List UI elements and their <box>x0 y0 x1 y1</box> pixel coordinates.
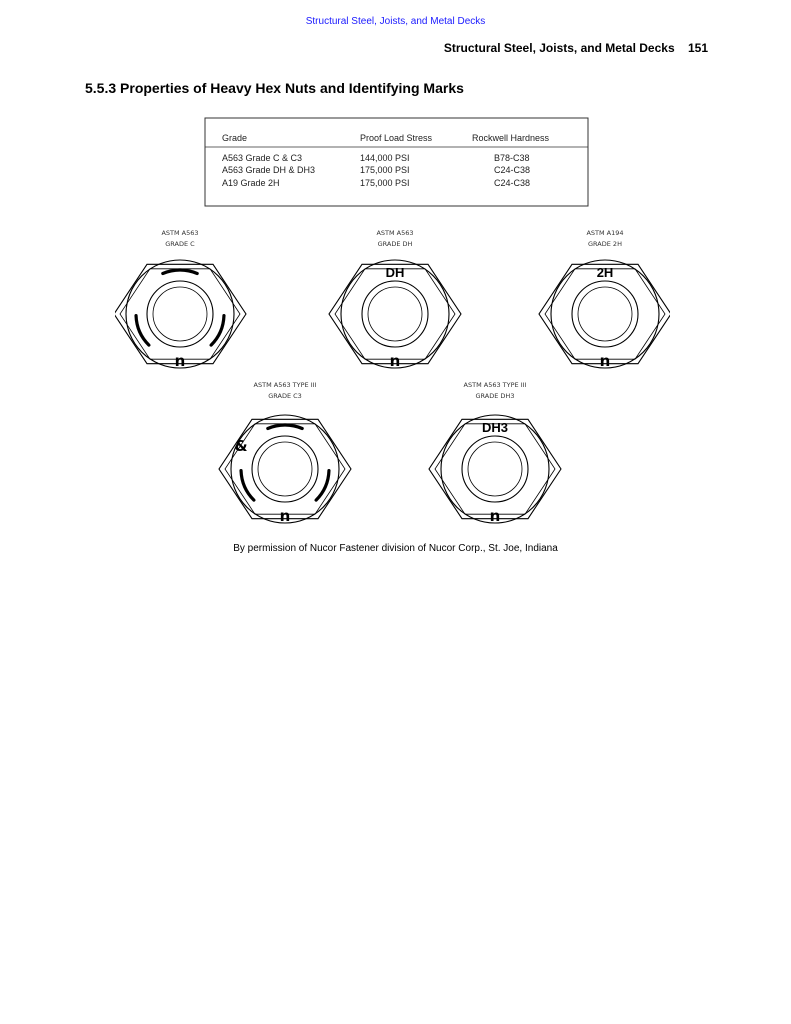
grade-mark-arc <box>268 425 302 428</box>
bore-outer <box>462 436 528 502</box>
properties-table <box>205 118 588 206</box>
bore-outer <box>572 281 638 347</box>
hex-chamfer <box>120 269 240 359</box>
hex-nut <box>115 229 246 370</box>
weathering-mark: & <box>234 437 248 455</box>
manufacturer-mark: n <box>174 352 186 370</box>
grade-mark-text: DH <box>385 265 405 280</box>
nut-grade-label: GRADE C <box>165 240 195 248</box>
running-header <box>444 41 708 55</box>
grade-mark-text: DH3 <box>481 420 509 435</box>
hex-chamfer <box>335 269 455 359</box>
bore-inner <box>578 287 632 341</box>
grade-mark-text: 2H <box>596 265 614 280</box>
bore-inner <box>153 287 207 341</box>
hex-nut <box>429 381 561 525</box>
section-title: 5.5.3 Properties of Heavy Hex Nuts and Identifying Marks <box>85 80 464 96</box>
table-cell: C24-C38 <box>494 165 531 175</box>
hex-chamfer <box>545 269 665 359</box>
table-cell: A563 Grade C & C3 <box>222 153 303 163</box>
bore-outer <box>362 281 428 347</box>
nut-drawings <box>115 229 670 525</box>
bore-outer <box>252 436 318 502</box>
table-cell: A19 Grade 2H <box>222 178 280 188</box>
manufacturer-mark: n <box>599 352 611 370</box>
hex-nut <box>219 381 351 525</box>
bore-inner <box>468 442 522 496</box>
figure-caption: By permission of Nucor Fastener division of Nucor Corp., St. Joe, Indiana <box>233 543 558 554</box>
nut-grade-label: GRADE DH <box>377 240 413 248</box>
table-cell: 144,000 PSI <box>360 153 410 163</box>
manufacturer-mark: n <box>389 352 401 370</box>
table-header-proof-load: Proof Load Stress <box>360 133 433 143</box>
hex-outline <box>115 264 246 363</box>
table-header-hardness: Rockwell Hardness <box>472 133 550 143</box>
table-cell: B78-C38 <box>494 153 530 163</box>
hex-outline <box>219 419 351 518</box>
nut-figure <box>115 116 670 526</box>
nut-spec-label: ASTM A563 TYPE III <box>253 381 317 389</box>
table-cell: C24-C38 <box>494 178 531 188</box>
nut-spec-label: ASTM A563 <box>376 229 414 237</box>
table-cell: A563 Grade DH & DH3 <box>222 165 316 175</box>
hex-chamfer <box>435 424 555 514</box>
nut-grade-label: GRADE C3 <box>268 392 302 400</box>
bore-inner <box>258 442 312 496</box>
bore-outer <box>147 281 213 347</box>
manufacturer-mark: n <box>279 507 291 525</box>
nut-spec-label: ASTM A563 <box>161 229 199 237</box>
page-number: 151 <box>687 41 708 55</box>
nut-spec-label: ASTM A563 TYPE III <box>463 381 527 389</box>
bore-inner <box>368 287 422 341</box>
nut-grade-label: GRADE 2H <box>588 240 622 248</box>
hex-nut <box>539 229 670 370</box>
table-header-grade: Grade <box>222 133 248 143</box>
top-nav-link[interactable]: Structural Steel, Joists, and Metal Decks <box>305 16 486 27</box>
table-cell: 175,000 PSI <box>360 178 410 188</box>
manufacturer-mark: n <box>489 507 501 525</box>
nut-grade-label: GRADE DH3 <box>475 392 515 400</box>
nut-spec-label: ASTM A194 <box>586 229 624 237</box>
running-title: Structural Steel, Joists, and Metal Decks <box>443 41 675 55</box>
table-cell: 175,000 PSI <box>360 165 410 175</box>
grade-mark-arc <box>163 270 197 273</box>
hex-nut <box>329 229 461 370</box>
